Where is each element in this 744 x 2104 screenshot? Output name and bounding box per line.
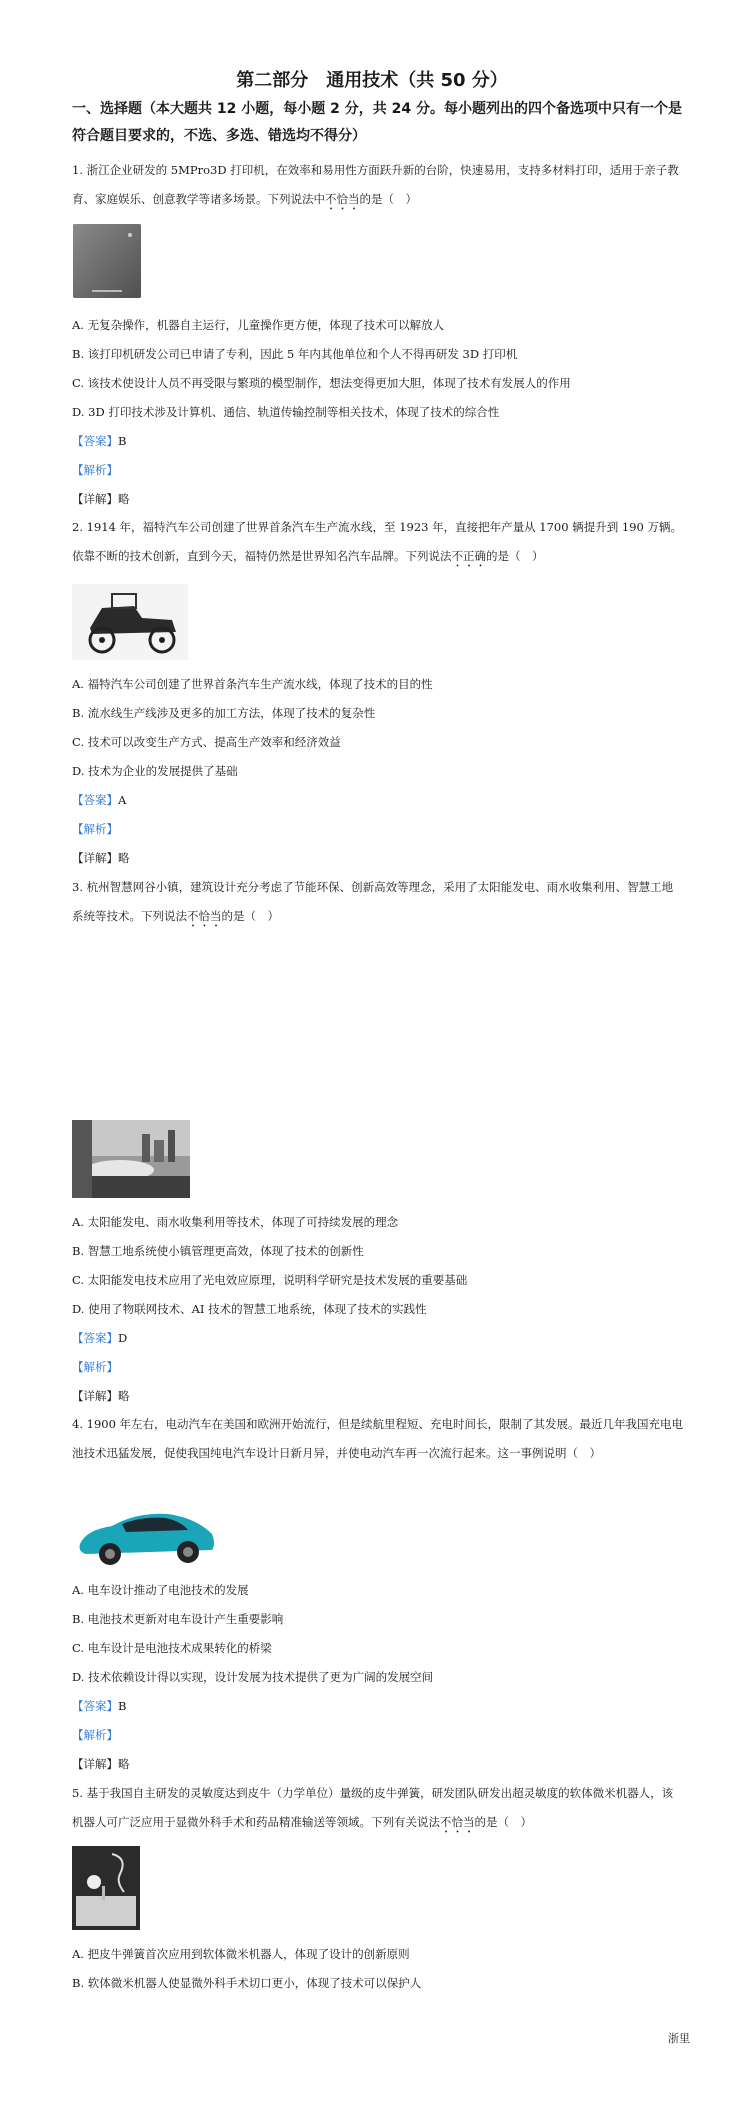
q1-option-d: D. 3D 打印技术涉及计算机、通信、轨道传输控制等相关技术，体现了技术的综合性 — [72, 405, 500, 419]
question-1-stem: 1. 浙江企业研发的 5MPro3D 打印机，在效率和易用性方面跃升新的台阶，快速易用，支持多材料打印，适用于亲子教育、家庭娱乐、创意教学等诸多场景。下列说法中不恰当的是（ ） — [72, 163, 679, 206]
question-2-stem: 2. 1914 年，福特汽车公司创建了世界首条汽车生产流水线，至 1923 年，直接把年产量从 1700 辆提升到 190 万辆。依靠不断的技术创新，直到今天，福特仍然是世界知名汽车品牌。下列说法不正确的是（ ） — [72, 520, 682, 563]
q5-option-b: B. 软体微米机器人使显微外科手术切口更小，体现了技术可以保护人 — [72, 1976, 422, 1990]
q1-option-c: C. 该技术使设计人员不再受限与繁琐的模型制作，想法变得更加大胆，体现了技术有发展人的作用 — [72, 376, 571, 390]
q2-option-d: D. 技术为企业的发展提供了基础 — [72, 764, 238, 778]
question-4-stem: 4. 1900 年左右，电动汽车在美国和欧洲开始流行，但是续航里程短、充电时间长，限制了其发展。最近几年我国充电电池技术迅猛发展，促使我国纯电汽车设计日新月异，并使电动汽车再一次流行起来。这一事例说明（ ） — [72, 1417, 684, 1460]
q1-analysis: 【解析】 — [72, 463, 118, 477]
q2-analysis: 【解析】 — [72, 822, 118, 836]
q4-option-d: D. 技术依赖设计得以实现，设计发展为技术提供了更为广阔的发展空间 — [72, 1670, 434, 1684]
q3-detail: 【详解】略 — [72, 1389, 130, 1403]
q3-option-b: B. 智慧工地系统使小镇管理更高效，体现了技术的创新性 — [72, 1244, 364, 1258]
q3-option-d: D. 使用了物联网技术、AI 技术的智慧工地系统，体现了技术的实践性 — [72, 1302, 427, 1316]
question-3-stem: 3. 杭州智慧网谷小镇，建筑设计充分考虑了节能环保、创新高效等理念，采用了太阳能发电、雨水收集利用、智慧工地系统等技术。下列说法不恰当的是（ ） — [72, 880, 674, 923]
q4-detail: 【详解】略 — [72, 1757, 130, 1771]
q3-option-c: C. 太阳能发电技术应用了光电效应原理，说明科学研究是技术发展的重要基础 — [72, 1273, 468, 1287]
section-heading: 一、选择题（本大题共 12 小题，每小题 2 分，共 24 分。每小题列出的四个备选项中只有一个是符合题目要求的，不选、多选、错选均不得分） — [72, 101, 682, 144]
q2-option-b: B. 流水线生产线涉及更多的加工方法，体现了技术的复杂性 — [72, 706, 376, 720]
q3-option-a: A. 太阳能发电、雨水收集利用等技术，体现了可持续发展的理念 — [72, 1215, 399, 1229]
town-photo-image — [72, 1120, 190, 1198]
q1-option-a: A. 无复杂操作，机器自主运行，儿童操作更方便，体现了技术可以解放人 — [72, 318, 445, 332]
question-5-stem: 5. 基于我国自主研发的灵敏度达到皮牛（力学单位）量级的皮牛弹簧，研发团队研发出超灵敏度的软体微米机器人，该机器人可广泛应用于显微外科手术和药品精准输送等领域。下列有关说法不恰当的是（ ） — [72, 1786, 674, 1829]
q3-analysis: 【解析】 — [72, 1360, 118, 1374]
printer-image — [72, 222, 142, 300]
q2-option-a: A. 福特汽车公司创建了世界首条汽车生产流水线，体现了技术的目的性 — [72, 677, 433, 691]
q5-option-a: A. 把皮牛弹簧首次应用到软体微米机器人，体现了设计的创新原则 — [72, 1947, 410, 1961]
ford-car-image — [72, 584, 188, 660]
micro-robot-image — [72, 1846, 140, 1930]
electric-car-image — [72, 1500, 220, 1572]
q4-analysis: 【解析】 — [72, 1728, 118, 1742]
q4-option-c: C. 电车设计是电池技术成果转化的桥梁 — [72, 1641, 272, 1655]
page-title: 第二部分 通用技术（共 50 分） — [236, 70, 508, 91]
q1-option-b: B. 该打印机研发公司已申请了专利，因此 5 年内其他单位和个人不得再研发 3D 打印机 — [72, 347, 518, 361]
q4-option-a: A. 电车设计推动了电池技术的发展 — [72, 1583, 249, 1597]
q4-option-b: B. 电池技术更新对电车设计产生重要影响 — [72, 1612, 284, 1626]
q1-detail: 【详解】略 — [72, 492, 130, 506]
q2-answer: 【答案】A — [72, 793, 127, 807]
q4-answer: 【答案】B — [72, 1699, 127, 1713]
q2-option-c: C. 技术可以改变生产方式、提高生产效率和经济效益 — [72, 735, 341, 749]
q1-answer: 【答案】B — [72, 434, 127, 448]
page-footer: 浙里 — [668, 2032, 690, 2045]
q3-answer: 【答案】D — [72, 1331, 128, 1345]
q2-detail: 【详解】略 — [72, 851, 130, 865]
